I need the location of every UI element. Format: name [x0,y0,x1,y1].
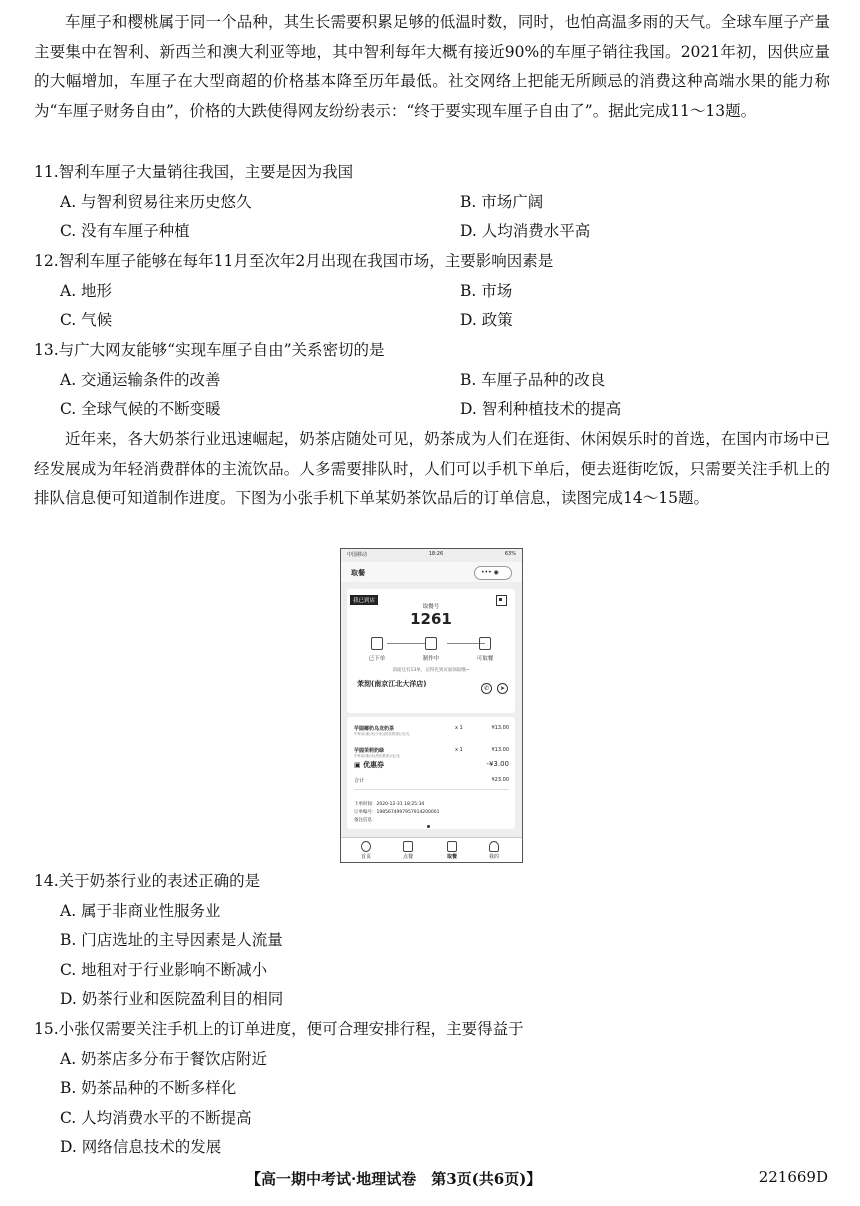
footer-title: 【高一期中考试·地理试卷 第3页(共6页)】 [246,1170,542,1188]
bag-icon [479,637,491,650]
order-detail-card [347,717,515,829]
q13-option-d: D. 智利种植技术的提高 [460,400,622,418]
q13-option-a: A. 交通运输条件的改善 [60,371,221,389]
item-name: 芋圆茉莉奶绿 [354,748,385,754]
q15-option-c: C. 人均消费水平的不断提高 [60,1109,252,1127]
q13-option-b: B. 车厘子品种的改良 [460,371,606,389]
arrived-tag[interactable]: 我已到店 [350,595,378,605]
navigate-icon[interactable]: ➤ [497,683,508,694]
step-ordered [357,637,397,662]
tab-label: 点餐 [402,854,413,860]
page-indicator-dot [427,825,430,828]
question-14: 14.关于奶茶行业的表述正确的是 [34,872,261,890]
q11-option-c: C. 没有车厘子种植 [60,222,190,240]
page-footer [0,1168,860,1190]
item-qty: x 1 [455,747,463,753]
item-qty: x 1 [455,725,463,731]
item-spec: 中杯/标准/冰(少冰)(热饮推荐)/无/无 [354,732,410,736]
battery-label: 63% [504,551,516,557]
cup-icon [403,841,413,852]
step-making [411,637,451,662]
miniapp-capsule-button[interactable] [474,566,512,580]
step-ready [465,637,505,662]
pickup-card [347,589,515,713]
question-13: 13.与广大网友能够“实现车厘子自由”关系密切的是 [34,341,385,359]
tab-profile[interactable] [479,841,509,860]
total-label: 合计 [354,778,365,784]
bottom-tab-bar [341,837,522,862]
coupon-value: -¥3.00 [486,760,509,768]
header-title: 取餐 [351,569,365,577]
step-label: 可取餐 [476,656,494,662]
q14-option-d: D. 奶茶行业和医院盈利目的相同 [60,990,284,1008]
coupon-text: 优惠券 [363,761,385,769]
store-name: 茉沏(南京江北大洋店) [357,680,427,688]
receipt-icon [371,637,383,650]
q15-option-b: B. 奶茶品种的不断多样化 [60,1079,237,1097]
passage-milk-tea: 近年来，各大奶茶行业迅速崛起，奶茶店随处可见，奶茶成为人们在逛街、休闲娱乐时的首选，在国内市场中已经发展成为年轻消费群体的主流饮品。人多需要排队时，人们可以手机下单后，便去逛街吃饭，只需要关注手机上的排队信息便可知道制作进度。下图为小张手机下单某奶茶饮品后的订单信息，读图完成14～15题。 [34,430,830,507]
tab-pickup[interactable] [437,841,467,860]
cup-icon [425,637,437,650]
item-name: 芋圆椰奶乌龙奶茶 [354,726,395,732]
phone-status-bar [347,551,516,561]
footer-code: 221669D [758,1168,828,1186]
q11-option-a: A. 与智利贸易往来历史悠久 [60,193,252,211]
q12-option-b: B. 市场 [460,282,513,300]
passage-cherries: 车厘子和樱桃属于同一个品种，其生长需要积累足够的低温时数，同时，也怕高温多雨的天气。全球车厘子产量主要集中在智利、新西兰和澳大利亚等地，其中智利每年大概有接近90%的车厘子销往我国。2021年初，因供应量的大幅增加，车厘子在大型商超的价格基本降至历年最低。社交网络上把能无所顾忌的消费这种高端水果的能力称为“车厘子财务自由”，价格的大跌使得网友纷纷表示：“终于要实现车厘子自由了”。据此完成11～13题。 [34,13,830,120]
step-label: 制作中 [422,656,440,662]
order-number: 订单编号：1985674997957914200001 [354,810,440,815]
tab-label: 首页 [360,854,371,860]
user-icon [489,841,499,852]
divider [354,789,509,790]
pickup-icon [447,841,457,852]
item-price: ¥13.00 [491,725,509,731]
q12-option-d: D. 政策 [460,311,513,329]
clock-label: 18:26 [428,551,444,557]
tab-label: 我的 [488,854,499,860]
question-15: 15.小张仅需要关注手机上的订单进度，便可合理安排行程，主要得益于 [34,1020,524,1038]
home-icon [361,841,371,852]
phone-header [341,562,522,582]
q14-option-c: C. 地租对于行业影响不断减小 [60,961,268,979]
pickup-number: 1261 [410,610,452,628]
phone-order-screenshot [340,548,523,863]
q13-option-c: C. 全球气候的不断变暖 [60,400,221,418]
coupon-label: ▣ 优惠券 [354,761,385,769]
queue-hint: 前面还有13单，记得先到页面领取哦~ [392,668,470,673]
q12-option-c: C. 气候 [60,311,113,329]
q14-option-a: A. 属于非商业性服务业 [60,902,221,920]
q14-option-b: B. 门店选址的主导因素是人流量 [60,931,283,949]
question-12: 12.智利车厘子能够在每年11月至次年2月出现在我国市场，主要影响因素是 [34,252,554,270]
order-progress [357,637,505,663]
carrier-label: 中国移动 [347,552,368,558]
item-spec: 中杯/标准/冰(热饮推荐)/无/无 [354,754,400,758]
tab-label: 取餐 [446,854,457,860]
pickup-number-label: 取餐号 [422,604,440,610]
tab-home[interactable] [351,841,381,860]
q15-option-a: A. 奶茶店多分布于餐饮店附近 [60,1050,268,1068]
q12-option-a: A. 地形 [60,282,113,300]
order-time: 下单时间：2020-12-31 18:25:34 [354,802,425,807]
step-label: 已下单 [368,656,386,662]
question-11: 11.智利车厘子大量销往我国，主要是因为我国 [34,163,354,181]
q15-option-d: D. 网络信息技术的发展 [60,1138,222,1156]
tab-order[interactable] [393,841,423,860]
capsule-icons: ••• ◉ [481,569,499,576]
q11-option-d: D. 人均消费水平高 [460,222,591,240]
phone-call-icon[interactable]: ✆ [481,683,492,694]
item-price: ¥13.00 [491,747,509,753]
order-remark: 备注信息： [354,818,377,823]
q11-option-b: B. 市场广阔 [460,193,544,211]
total-value: ¥23.00 [491,777,509,783]
